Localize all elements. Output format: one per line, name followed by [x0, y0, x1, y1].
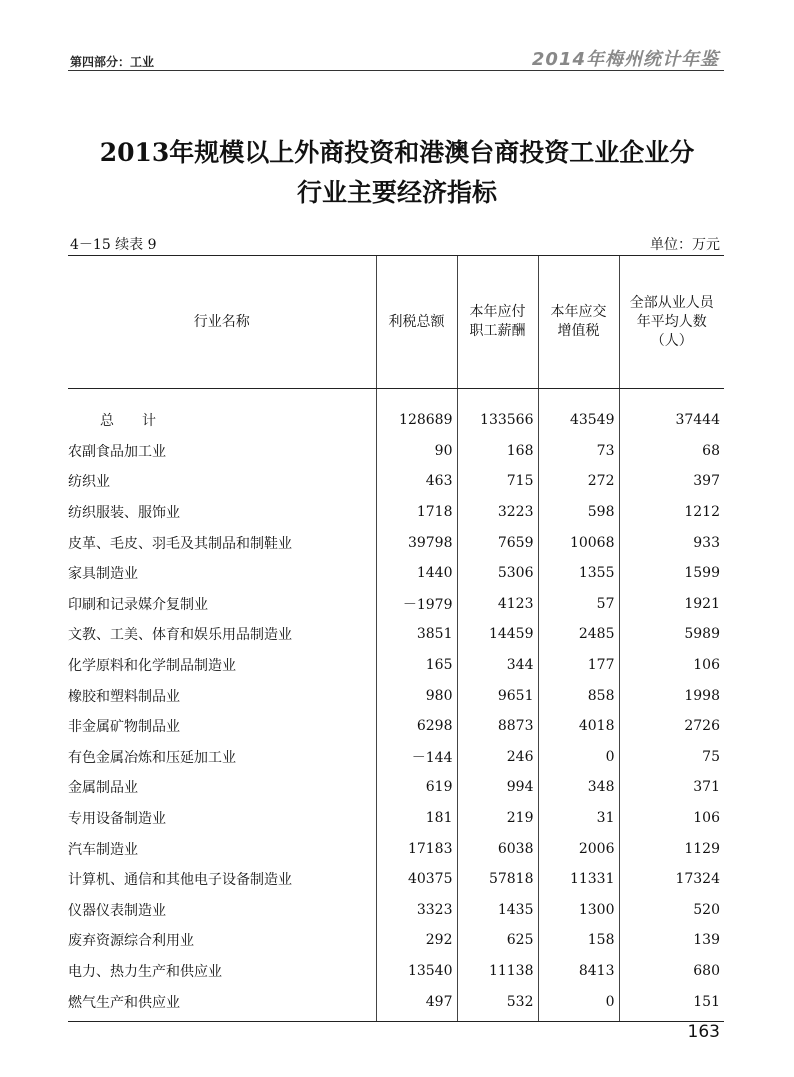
header-divider	[68, 70, 724, 71]
industry-name-cell: 文教、工美、体育和娱乐用品制造业	[68, 627, 292, 644]
value-cell: 151	[619, 986, 724, 1021]
industry-name-cell: 橡胶和塑料制品业	[68, 688, 180, 705]
industry-name-cell: 废弃资源综合利用业	[68, 933, 194, 950]
table-row	[68, 925, 724, 956]
value-cell: 371	[619, 772, 724, 803]
column-header: 利税总额	[376, 256, 457, 389]
page-title-line-2: 行业主要经济指标	[296, 178, 497, 207]
value-cell: 1435	[457, 895, 538, 926]
table-row	[68, 558, 724, 589]
industry-name-cell: 专用设备制造业	[68, 811, 166, 828]
value-cell: 128689	[376, 389, 457, 436]
industry-name-cell: 印刷和记录媒介复制业	[68, 596, 208, 613]
value-cell: 619	[376, 772, 457, 803]
value-cell: 520	[619, 895, 724, 926]
value-cell: 168	[457, 436, 538, 467]
column-header: 本年应交 增值税	[538, 256, 619, 389]
unit-label: 单位：万元	[650, 237, 720, 253]
value-cell: 3223	[457, 497, 538, 528]
value-cell: 1921	[619, 589, 724, 620]
industry-name-cell: 纺织业	[68, 474, 110, 491]
value-cell: －144	[376, 742, 457, 773]
value-cell: 463	[376, 466, 457, 497]
value-cell: 858	[538, 680, 619, 711]
page-title-line-1: 2013年规模以上外商投资和港澳台商投资工业企业分	[99, 138, 695, 167]
value-cell: 2006	[538, 833, 619, 864]
value-cell: 17324	[619, 864, 724, 895]
value-cell: 1599	[619, 558, 724, 589]
statistics-table	[68, 255, 724, 1022]
section-header: 第四部分：工业	[70, 55, 155, 69]
table-body	[68, 389, 724, 1022]
industry-name-cell: 计算机、通信和其他电子设备制造业	[68, 872, 292, 889]
value-cell: 532	[457, 986, 538, 1021]
value-cell: 6298	[376, 711, 457, 742]
value-cell: 73	[538, 436, 619, 467]
industry-name-cell	[68, 389, 376, 436]
yearbook-header: 2014年梅州统计年鉴	[531, 49, 719, 70]
industry-name-cell: 仪器仪表制造业	[68, 902, 166, 919]
value-cell: 158	[538, 925, 619, 956]
value-cell: 40375	[376, 864, 457, 895]
value-cell: 39798	[376, 527, 457, 558]
table-row	[68, 650, 724, 681]
page-number: 163	[687, 1022, 720, 1042]
value-cell: 3851	[376, 619, 457, 650]
value-cell: 106	[619, 650, 724, 681]
value-cell: 1129	[619, 833, 724, 864]
value-cell: 2485	[538, 619, 619, 650]
industry-name-cell: 汽车制造业	[68, 841, 138, 858]
column-header: 本年应付 职工薪酬	[457, 256, 538, 389]
value-cell: 680	[619, 956, 724, 987]
value-cell: 9651	[457, 680, 538, 711]
value-cell: 17183	[376, 833, 457, 864]
value-cell: 68	[619, 436, 724, 467]
column-header: 全部从业人员 年平均人数 （人）	[619, 256, 724, 389]
industry-name-cell: 金属制品业	[68, 780, 138, 797]
value-cell: 1998	[619, 680, 724, 711]
value-cell: 272	[538, 466, 619, 497]
industry-name-cell: 燃气生产和供应业	[68, 986, 376, 1021]
value-cell: 625	[457, 925, 538, 956]
value-cell: 133566	[457, 389, 538, 436]
value-cell: 933	[619, 527, 724, 558]
value-cell: －1979	[376, 589, 457, 620]
value-cell: 11138	[457, 956, 538, 987]
column-header: 行业名称	[68, 256, 376, 389]
value-cell: 292	[376, 925, 457, 956]
value-cell: 8873	[457, 711, 538, 742]
value-cell: 5306	[457, 558, 538, 589]
value-cell: 57	[538, 589, 619, 620]
value-cell: 0	[538, 742, 619, 773]
value-cell: 1440	[376, 558, 457, 589]
table-row	[68, 680, 724, 711]
value-cell: 0	[538, 986, 619, 1021]
value-cell: 43549	[538, 389, 619, 436]
value-cell: 13540	[376, 956, 457, 987]
table-row	[68, 895, 724, 926]
value-cell: 3323	[376, 895, 457, 926]
value-cell: 181	[376, 803, 457, 834]
value-cell: 7659	[457, 527, 538, 558]
table-row	[68, 436, 724, 467]
value-cell: 1355	[538, 558, 619, 589]
value-cell: 8413	[538, 956, 619, 987]
value-cell: 598	[538, 497, 619, 528]
value-cell: 1300	[538, 895, 619, 926]
industry-name-cell: 家具制造业	[68, 566, 138, 583]
value-cell: 37444	[619, 389, 724, 436]
value-cell: 1212	[619, 497, 724, 528]
industry-name-cell: 农副食品加工业	[68, 443, 166, 460]
table-header	[68, 256, 724, 389]
value-cell: 75	[619, 742, 724, 773]
value-cell: 344	[457, 650, 538, 681]
value-cell: 106	[619, 803, 724, 834]
table-row	[68, 619, 724, 650]
value-cell: 1718	[376, 497, 457, 528]
table-header-row	[68, 256, 724, 389]
table-row	[68, 742, 724, 773]
table-row	[68, 833, 724, 864]
value-cell: 980	[376, 680, 457, 711]
table-row	[68, 956, 724, 987]
value-cell: 397	[619, 466, 724, 497]
value-cell: 57818	[457, 864, 538, 895]
table-row	[68, 497, 724, 528]
value-cell: 14459	[457, 619, 538, 650]
industry-name-cell: 有色金属冶炼和压延加工业	[68, 749, 236, 766]
value-cell: 497	[376, 986, 457, 1021]
value-cell: 6038	[457, 833, 538, 864]
value-cell: 348	[538, 772, 619, 803]
table-row	[68, 711, 724, 742]
table-row	[68, 803, 724, 834]
industry-name-cell: 非金属矿物制品业	[68, 719, 180, 736]
industry-name-cell: 化学原料和化学制品制造业	[68, 658, 236, 675]
table-row	[68, 772, 724, 803]
industry-name-cell: 纺织服装、服饰业	[68, 505, 180, 522]
value-cell: 90	[376, 436, 457, 467]
value-cell: 177	[538, 650, 619, 681]
industry-name-cell: 皮革、毛皮、羽毛及其制品和制鞋业	[68, 535, 292, 552]
value-cell: 2726	[619, 711, 724, 742]
industry-name-cell: 电力、热力生产和供应业	[68, 963, 222, 980]
value-cell: 5989	[619, 619, 724, 650]
table-row	[68, 527, 724, 558]
table-row	[68, 864, 724, 895]
table-row	[68, 589, 724, 620]
value-cell: 715	[457, 466, 538, 497]
table-row	[68, 986, 724, 1021]
value-cell: 165	[376, 650, 457, 681]
value-cell: 11331	[538, 864, 619, 895]
value-cell: 10068	[538, 527, 619, 558]
value-cell: 994	[457, 772, 538, 803]
table-id: 4－15 续表 9	[70, 237, 157, 253]
value-cell: 219	[457, 803, 538, 834]
value-cell: 4123	[457, 589, 538, 620]
total-label: 总 计	[100, 413, 156, 430]
value-cell: 246	[457, 742, 538, 773]
value-cell: 31	[538, 803, 619, 834]
table-row	[68, 466, 724, 497]
value-cell: 4018	[538, 711, 619, 742]
value-cell: 139	[619, 925, 724, 956]
table-row	[68, 389, 724, 436]
